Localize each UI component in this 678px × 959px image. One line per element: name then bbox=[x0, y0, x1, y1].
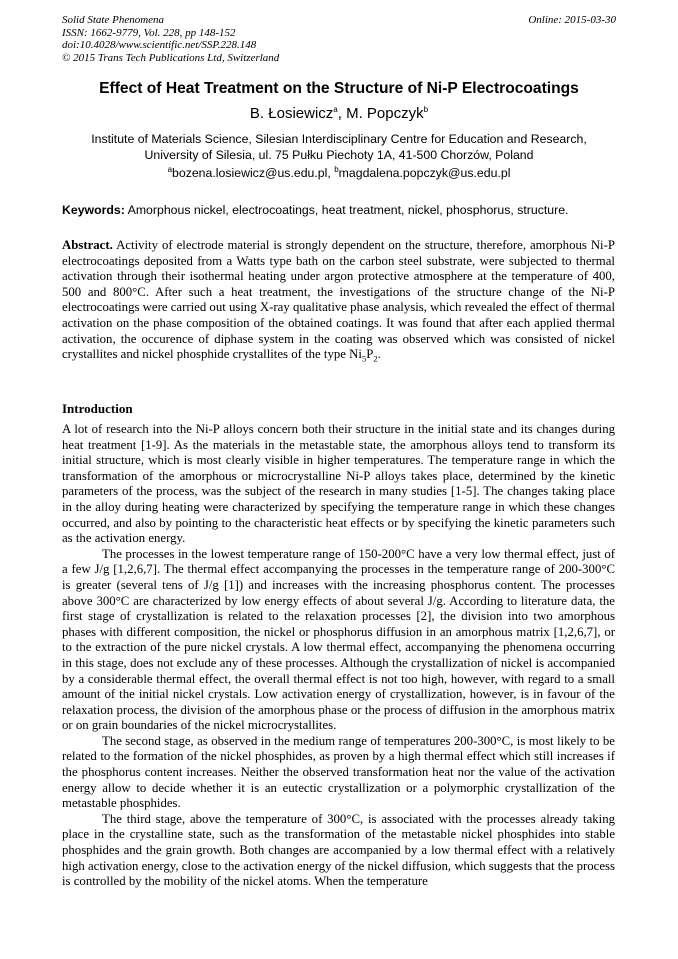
email-superscript: a bbox=[167, 164, 173, 174]
affiliation-line: University of Silesia, ul. 75 Pułku Piechoty 1A, 41-500 Chorzów, Poland bbox=[144, 148, 534, 162]
doi-line: doi:10.4028/www.scientific.net/SSP.228.148 bbox=[62, 39, 257, 51]
email-superscript: b bbox=[334, 164, 339, 174]
paragraph: The third stage, above the temperature of 300°C, is associated with the processes already taking place in the crystalline state, such as the transformation of the metastable nickel phosphides into stable phosphides and the grain growth. Both changes are accompanied by a low thermal effect with a relatively high activation energy, close to the activation energy of the nickel diffusion, which suggests that the process is controlled by the mobility of the nickel atoms. When the temperature bbox=[62, 811, 615, 889]
abstract-label: Abstract. bbox=[62, 238, 113, 252]
author-emails bbox=[60, 166, 618, 180]
author-superscript: a bbox=[333, 105, 338, 114]
formula-subscript: 2 bbox=[373, 353, 378, 364]
author-name: M. Popczyk bbox=[346, 105, 424, 122]
journal-name: Solid State Phenomena bbox=[62, 14, 165, 26]
abstract-text: Activity of electrode material is strongly dependent on the structure, therefore, amorphous Ni-P electrocoatings deposited from a Watts type bath on the carbon steel substrate, were subjected to thermal activation through their isothermal heating under argon protective atmosphere at the temperature of 400, 500 and 800°C. After such a heat treatment, the investigations of the structure change of the Ni-P electrocoatings were carried out using X-ray qualitative phase analysis, which revealed the effect of thermal activation on the phase composition of the obtained coatings. It was found that after each applied thermal activation, the occurence of diphase system in the coating was observed which was consisted of nickel crystallites and nickel phosphide crystallites of the type Ni bbox=[62, 238, 615, 362]
issn-line: ISSN: 1662-9779, Vol. 228, pp 148-152 bbox=[62, 26, 236, 39]
paragraph: The second stage, as observed in the medium range of temperatures 200-300°C, is most likely to be related to the formation of the nickel phosphides, as proven by a high thermal effect which still increases if the phosphorus content increases. Neither the observed transformation heat nor the value of the activation energy allow to decide whether it is an eutectic crystallization or a polymorphic crystallization of the metastable phosphides. bbox=[62, 733, 615, 811]
author-name: B. Łosiewicz bbox=[249, 105, 334, 122]
formula-subscript: 5 bbox=[361, 353, 367, 364]
abstract-end: . bbox=[377, 347, 381, 362]
formula-part: P bbox=[366, 347, 374, 362]
keywords-label: Keywords: bbox=[62, 203, 125, 217]
author-separator: , bbox=[337, 105, 347, 122]
author-superscript: b bbox=[423, 105, 429, 114]
affiliation bbox=[60, 131, 618, 163]
section-heading-introduction: Introduction bbox=[62, 401, 133, 416]
email-b: magdalena.popczyk@us.edu.pl bbox=[338, 166, 511, 180]
paragraph: The processes in the lowest temperature range of 150-200°C have a very low thermal effect, just of a few J/g [1,2,6,7]. The thermal effect accompanying the processes in the temperature range of 200-300°C is greater (several tens of J/g [1]) and increases with the increasing phosphorus content. The processes above 300°C are characterized by low energy effects of about several J/g. According to literature data, the first stage of crystallization is related to the relaxation processes [2], the division into two amorphous phases with different composition, the nickel or phosphorus diffusion in an amorphous matrix [1,2,6,7], or to the extraction of the pure nickel crystals. A low thermal effect, accompanying the phenomena occurring in this stage, does not exclude any of these processes. Although the crystallization of nickel is accompanied by a considerable thermal effect, the overall thermal effect is not too high, however, with regard to a small amount of the initial nickel crystals. Low activation energy of crystallization, however, is in favour of the relaxation process, the division of the amorphous phase or the process of diffusion in the amorphous matrix or on grain boundaries of the nickel microcrystallites. bbox=[62, 546, 615, 733]
affiliation-line: Institute of Materials Science, Silesian Interdisciplinary Centre for Education and Research, bbox=[91, 132, 587, 146]
paragraph: A lot of research into the Ni-P alloys concern both their structure in the initial state and its changes during heat treatment [1-9]. As the materials in the metastable state, the amorphous alloys tend to transform its initial structure, which is most clearly visible in higher temperatures. The temperature range in which the transformation of the amorphous or microcrystalline Ni-P alloys takes place, determined by the kinetic parameters of the process, was the subject of the research in many studies [1-5]. The changes taking place in the alloy during heating were characterized by specifying the temperature range in which these changes occurred, and also by pointing to the characteristic heat effects or by specifying the kinetic parameters such as the activation energy. bbox=[62, 422, 615, 546]
introduction-body bbox=[62, 422, 615, 890]
journal-header bbox=[62, 14, 616, 64]
email-a: bozena.losiewicz@us.edu.pl, bbox=[172, 166, 335, 180]
authors-line bbox=[40, 105, 638, 122]
copyright-line: © 2015 Trans Tech Publications Ltd, Switzerland bbox=[62, 51, 280, 64]
keywords-text: Amorphous nickel, electrocoatings, heat treatment, nickel, phosphorus, structure. bbox=[124, 203, 569, 217]
online-date: Online: 2015-03-30 bbox=[528, 14, 616, 26]
keywords bbox=[62, 203, 618, 217]
abstract bbox=[62, 238, 615, 363]
paper-title: Effect of Heat Treatment on the Structure of Ni-P Electrocoatings bbox=[99, 80, 579, 97]
